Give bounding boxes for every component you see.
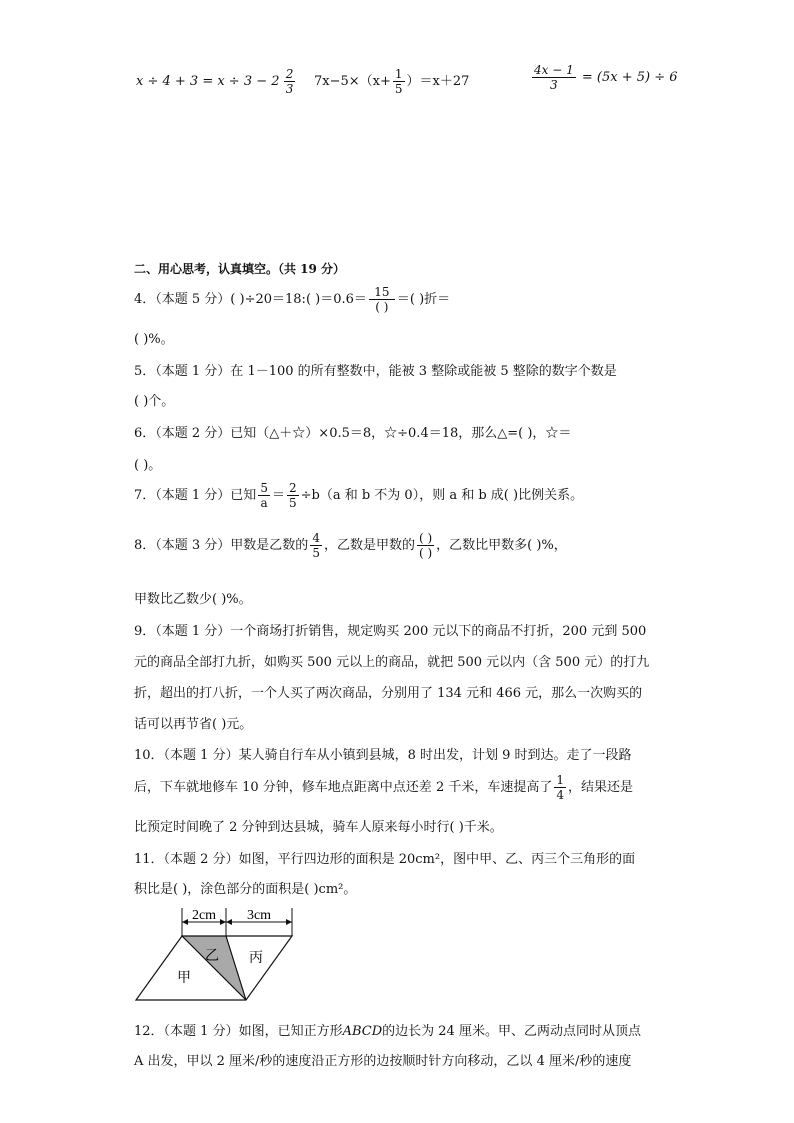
dim-label-2cm: 2cm (191, 908, 217, 923)
question-4-line-2: ( )%。 (134, 332, 174, 347)
question-7: 7．（本题 1 分）已知 $\frac{5}{a}$ ＝ $\frac{2}{5}$ ÷b（a 和 b 不为 0），则 a 和 b 成( )比例关系。 (134, 481, 584, 510)
question-6-line-1: 6．（本题 2 分）已知（△＋☆）×0.5＝8，☆÷0.4＝18，那么△=( )，☆＝ (134, 426, 572, 441)
arrow-right-icon (220, 919, 226, 925)
question-10-line-1: 10．（本题 1 分）某人骑自行车从小镇到县城，8 时出发，计划 9 时到达。走了一段路 (134, 748, 632, 763)
question-8-line-2: 甲数比乙数少( )%。 (134, 592, 252, 607)
equation-3: $\frac{4x - 1}{3}$ = (5x + 5) ÷ 6 (534, 63, 678, 92)
arrow-left-icon (226, 919, 232, 925)
label-yi: 乙 (205, 948, 219, 964)
arrow-right-icon (286, 919, 292, 925)
equation-2: 7x−5×（x+ $\frac{1}{5}$ ）＝x＋27 (314, 67, 470, 96)
question-10-line-3: 比预定时间晚了 2 分钟到达县城，骑车人原来每小时行( )千米。 (134, 820, 503, 835)
label-bing: 丙 (249, 950, 263, 966)
question-9-line-3: 折，超出的打八折，一个人买了两次商品，分别用了 134 元和 466 元，那么一次购买的 (134, 686, 643, 701)
question-10-line-2: 后，下车就地修车 10 分钟，修车地点距离中点还差 2 千米，车速提高了 $\frac{1}{4}$ ，结果还是 (134, 773, 633, 802)
section-heading: 二、用心思考，认真填空。（共 19 分） (134, 262, 346, 276)
equation-1: x ÷ 4 + 3 = x ÷ 3 − 2 $\frac{2}{3}$ (136, 67, 294, 96)
question-9-line-2: 元的商品全部打九折，如购买 500 元以上的商品，就把 500 元以内（含 500 元）的打九 (134, 655, 650, 670)
dim-label-3cm: 3cm (246, 908, 272, 923)
question-11-line-1: 11．（本题 2 分）如图，平行四边形的面积是 20cm²，图中甲、乙、丙三个三角形的面 (134, 852, 636, 867)
label-jia: 甲 (177, 970, 191, 986)
question-4-line-1: 4．（本题 5 分）( )÷20＝18:( )＝0.6＝ $\frac{15}{( )}$ ＝( )折＝ (134, 285, 451, 314)
arrow-left-icon (182, 919, 188, 925)
question-8-line-1: 8．（本题 3 分）甲数是乙数的 $\frac{4}{5}$ ，乙数是甲数的 $\frac{( )}{( )}$ ，乙数比甲数多( )%， (134, 531, 567, 560)
question-12-line-2: A 出发，甲以 2 厘米/秒的速度沿正方形的边按顺时针方向移动，乙以 4 厘米/秒的速度 (134, 1054, 632, 1069)
question-11-line-2: 积比是( )，涂色部分的面积是( )cm²。 (134, 882, 357, 897)
question-9-line-1: 9．（本题 1 分）一个商场打折销售，规定购买 200 元以下的商品不打折，200 元到 500 (134, 624, 647, 639)
question-5-line-2: ( )个。 (134, 394, 175, 409)
question-12-line-1: 12．（本题 1 分）如图，已知正方形ABCD的边长为 24 厘米。甲、乙两动点同时从顶点 (134, 1024, 641, 1039)
parallelogram-figure (128, 904, 308, 1004)
question-6-line-2: ( )。 (134, 458, 162, 473)
question-5-line-1: 5．（本题 1 分）在 1－100 的所有整数中，能被 3 整除或能被 5 整除的数字个数是 (134, 364, 617, 379)
question-9-line-4: 话可以再节省( )元。 (134, 717, 253, 732)
